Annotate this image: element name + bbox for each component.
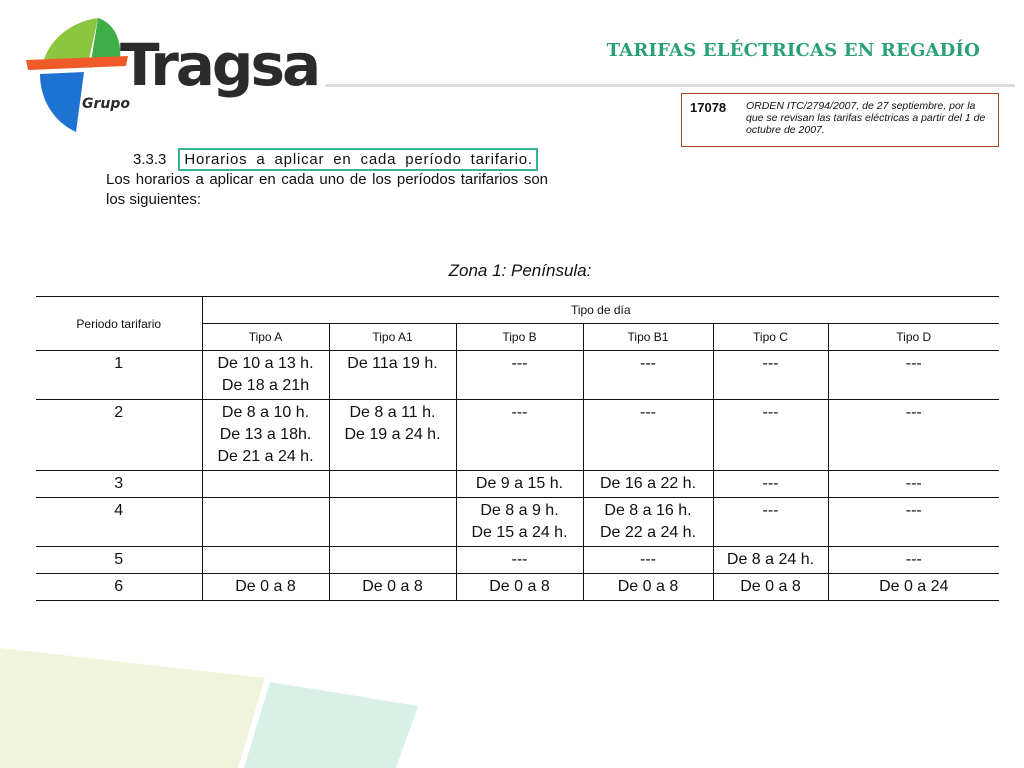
schedule-cell: [329, 498, 456, 547]
period-cell: 1: [36, 351, 202, 400]
schedule-cell: [713, 498, 828, 547]
schedule-line: De 0 a 8: [235, 578, 296, 595]
section-number: 3.3.3: [133, 151, 167, 168]
schedule-cell: [202, 400, 329, 471]
schedule-cell: [583, 574, 713, 601]
tariff-schedule-table: [36, 296, 999, 601]
zone-title: Zona 1: Península:: [448, 261, 592, 280]
schedule-line: De 16 a 22 h.: [599, 475, 697, 492]
schedule-line: De 9 a 15 h.: [475, 475, 564, 492]
schedule-cell: [202, 498, 329, 547]
schedule-cell: [329, 351, 456, 400]
schedule-line: De 0 a 8: [740, 578, 801, 595]
schedule-cell: [202, 574, 329, 601]
schedule-cell: [828, 471, 999, 498]
order-reference-box: [681, 93, 999, 147]
table-row: [36, 547, 999, 574]
column-header: Tipo D: [828, 324, 999, 351]
schedule-cell: [202, 351, 329, 400]
section-heading: [133, 148, 538, 171]
schedule-line: ---: [511, 551, 528, 568]
schedule-line: De 8 a 16 h.: [604, 502, 692, 519]
table-row: [36, 400, 999, 471]
table-row: [36, 574, 999, 601]
schedule-cell: [456, 498, 583, 547]
schedule-line: ---: [640, 404, 656, 421]
schedule-line: ---: [762, 502, 779, 519]
schedule-cell: [713, 574, 828, 601]
schedule-cell: [329, 400, 456, 471]
schedule-cell: [713, 471, 828, 498]
schedule-cell: [583, 547, 713, 574]
schedule-line: ---: [762, 404, 779, 421]
schedule-line: De 10 a 13 h.: [217, 355, 314, 372]
schedule-cell: [713, 400, 828, 471]
logo-wordmark: Tragsa: [120, 31, 319, 99]
schedule-cell: [329, 471, 456, 498]
table-row: [36, 351, 999, 400]
schedule-cell: [828, 547, 999, 574]
schedule-cell: [713, 547, 828, 574]
schedule-cell: [828, 498, 999, 547]
schedule-line: De 0 a 8: [362, 578, 423, 595]
schedule-cell: [456, 400, 583, 471]
table-body: [36, 351, 999, 601]
schedule-line: ---: [905, 502, 922, 519]
column-header: Tipo B: [456, 324, 583, 351]
schedule-line: De 0 a 8: [489, 578, 550, 595]
schedule-line: De 18 a 21h: [221, 377, 310, 394]
page-title: TARIFAS ELÉCTRICAS EN REGADÍO: [606, 40, 980, 61]
schedule-line: De 21 a 24 h.: [217, 448, 314, 465]
schedule-cell: [456, 351, 583, 400]
column-header: Tipo A1: [329, 324, 456, 351]
schedule-line: De 19 a 24 h.: [344, 426, 441, 443]
schedule-line: ---: [762, 475, 779, 492]
header-divider: [325, 84, 1015, 87]
order-description: ORDEN ITC/2794/2007, de 27 septiembre, por la que se revisan las tarifas eléctricas a partir del 1 de octubre de 2007.: [746, 100, 986, 136]
period-cell: 3: [36, 471, 202, 498]
period-cell: 6: [36, 574, 202, 601]
schedule-cell: [583, 498, 713, 547]
period-column-header: Periodo tarifario: [36, 297, 202, 351]
schedule-line: De 8 a 9 h.: [480, 502, 559, 519]
schedule-cell: [583, 400, 713, 471]
schedule-line: ---: [905, 551, 922, 568]
schedule-line: De 0 a 8: [617, 578, 679, 595]
column-header: Tipo A: [202, 324, 329, 351]
schedule-line: De 8 a 24 h.: [726, 551, 815, 568]
section-body-text: Los horarios a aplicar en cada uno de los períodos tarifarios son los siguientes:: [106, 171, 548, 208]
schedule-line: De 11a 19 h.: [347, 355, 438, 372]
schedule-cell: [329, 547, 456, 574]
schedule-line: De 13 a 18h.: [219, 426, 312, 443]
schedule-cell: [828, 574, 999, 601]
logo-group-label: Grupo: [82, 96, 131, 112]
schedule-line: ---: [905, 404, 922, 421]
schedule-line: ---: [511, 355, 528, 372]
schedule-line: De 15 a 24 h.: [471, 524, 568, 541]
schedule-cell: [202, 547, 329, 574]
schedule-line: De 8 a 10 h.: [221, 404, 310, 421]
schedule-cell: [202, 471, 329, 498]
schedule-cell: [713, 351, 828, 400]
day-type-header: Tipo de día: [202, 297, 999, 324]
period-cell: 5: [36, 547, 202, 574]
schedule-cell: [583, 351, 713, 400]
schedule-cell: [456, 547, 583, 574]
period-cell: 4: [36, 498, 202, 547]
schedule-line: ---: [511, 404, 528, 421]
period-cell: 2: [36, 400, 202, 471]
schedule-line: ---: [640, 355, 656, 372]
column-header: Tipo C: [713, 324, 828, 351]
schedule-line: De 8 a 11 h.: [349, 404, 436, 421]
tragsa-logo: [22, 14, 319, 139]
schedule-line: ---: [905, 355, 922, 372]
schedule-cell: [583, 471, 713, 498]
table-row: [36, 498, 999, 547]
tragsa-logo-mark-icon: [22, 14, 132, 139]
schedule-cell: [456, 574, 583, 601]
schedule-line: De 22 a 24 h.: [599, 524, 697, 541]
schedule-cell: [828, 351, 999, 400]
schedule-cell: [329, 574, 456, 601]
schedule-line: De 0 a 24: [879, 578, 949, 595]
column-header: Tipo B1: [583, 324, 713, 351]
schedule-line: ---: [640, 551, 656, 568]
decorative-corner-shapes: [0, 630, 440, 768]
schedule-cell: [456, 471, 583, 498]
schedule-line: ---: [762, 355, 779, 372]
schedule-line: ---: [905, 475, 922, 492]
schedule-cell: [828, 400, 999, 471]
order-number: 17078: [690, 100, 727, 115]
table-row: [36, 471, 999, 498]
section-title: Horarios a aplicar en cada período tarifario.: [178, 148, 538, 171]
